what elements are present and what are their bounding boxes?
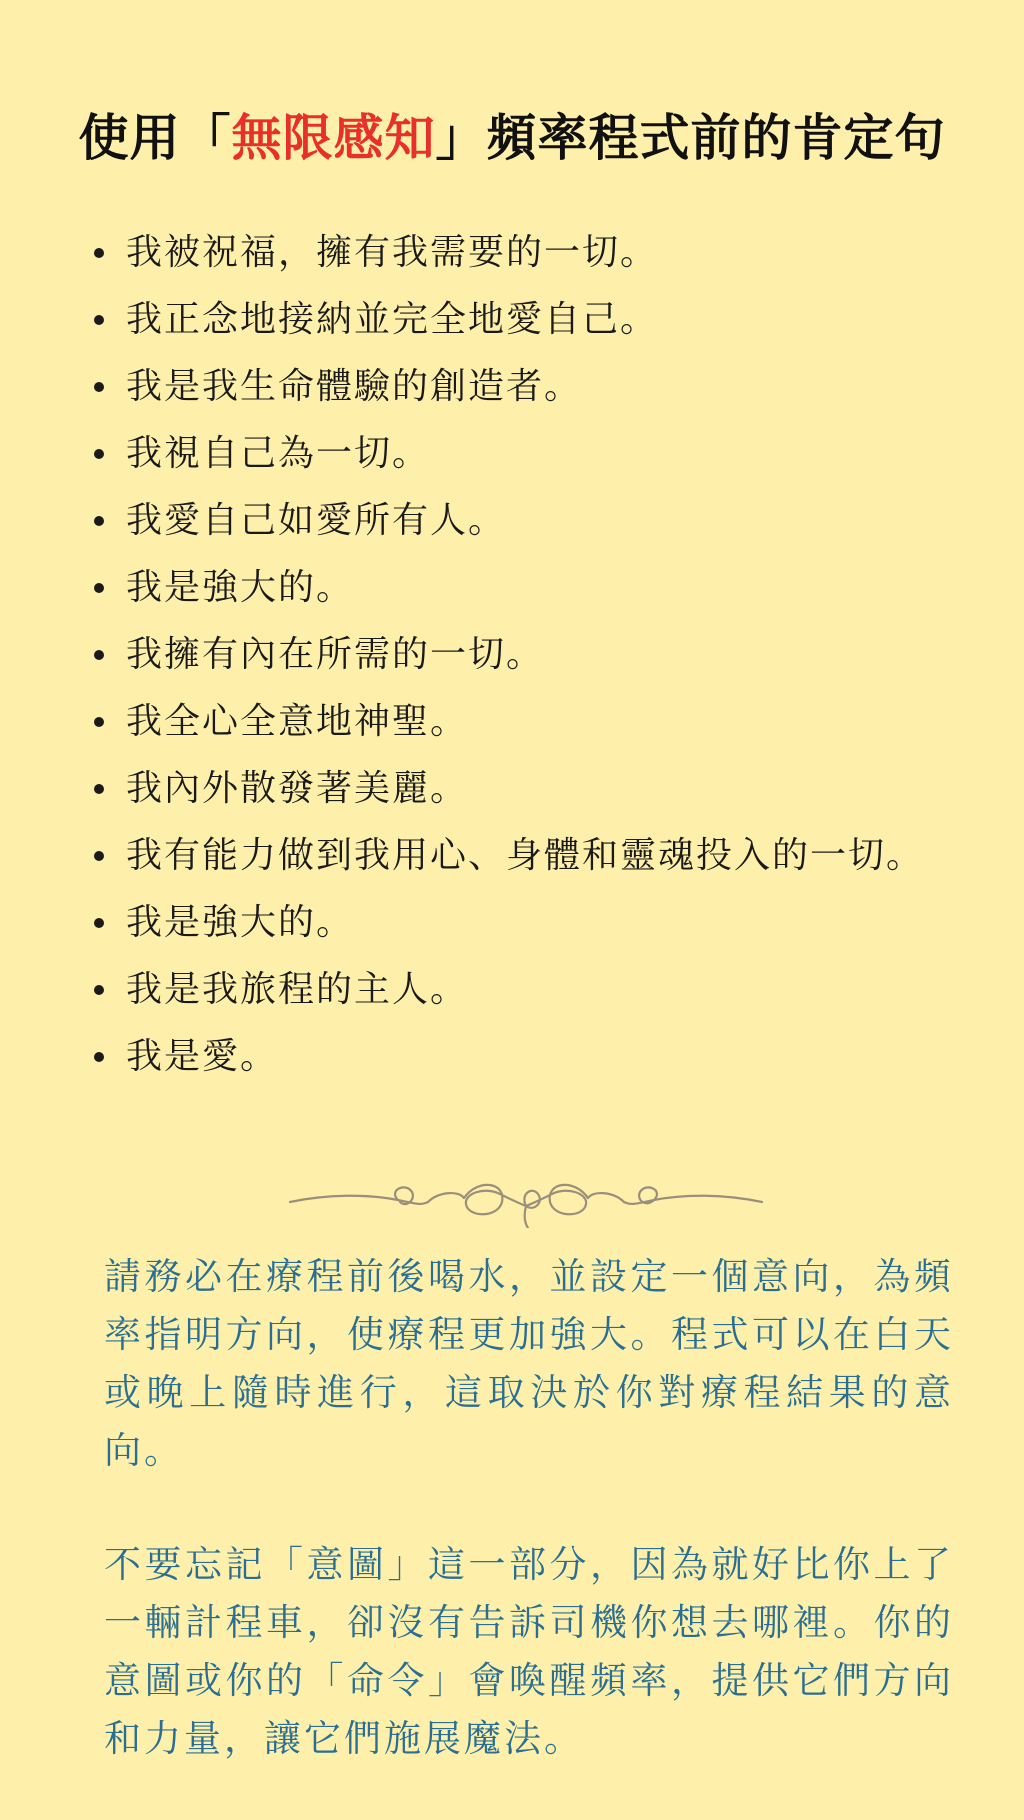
paragraph-hydration: 請務必在療程前後喝水，並設定一個意向，為頻率指明方向，使療程更加強大。程式可以在白天或晚上隨時進行，這取決於你對療程結果的意向。 [104, 1255, 954, 1472]
flourish-divider-icon [288, 1172, 764, 1228]
affirmation-item: 我是強大的。 [90, 554, 950, 621]
affirmation-item: 我是愛。 [90, 1023, 950, 1090]
affirmation-item: 我是強大的。 [90, 889, 950, 956]
title-suffix: 」頻率程式前的肯定句 [435, 109, 946, 167]
paragraph-intention: 不要忘記「意圖」這一部分，因為就好比你上了一輛計程車，卻沒有告訴司機你想去哪裡。你的意圖或你的「命令」會喚醒頻率，提供它們方向和力量，讓它們施展魔法。 [104, 1543, 954, 1760]
affirmation-item: 我是我旅程的主人。 [90, 956, 950, 1023]
affirmation-item: 我擁有內在所需的一切。 [90, 621, 950, 688]
affirmation-item: 我有能力做到我用心、身體和靈魂投入的一切。 [90, 822, 950, 889]
page-title [0, 98, 1024, 170]
affirmation-item: 我是我生命體驗的創造者。 [90, 353, 950, 420]
affirmation-item: 我視自己為一切。 [90, 420, 950, 487]
affirmation-item: 我全心全意地神聖。 [90, 688, 950, 755]
affirmation-item: 我正念地接納並完全地愛自己。 [90, 286, 950, 353]
affirmation-item: 我內外散發著美麗。 [90, 755, 950, 822]
affirmation-item: 我被祝福，擁有我需要的一切。 [90, 219, 950, 286]
title-prefix: 使用「 [78, 109, 232, 167]
affirmation-item: 我愛自己如愛所有人。 [90, 487, 950, 554]
title-highlight: 無限感知 [231, 109, 436, 167]
affirmation-list [90, 219, 950, 1090]
